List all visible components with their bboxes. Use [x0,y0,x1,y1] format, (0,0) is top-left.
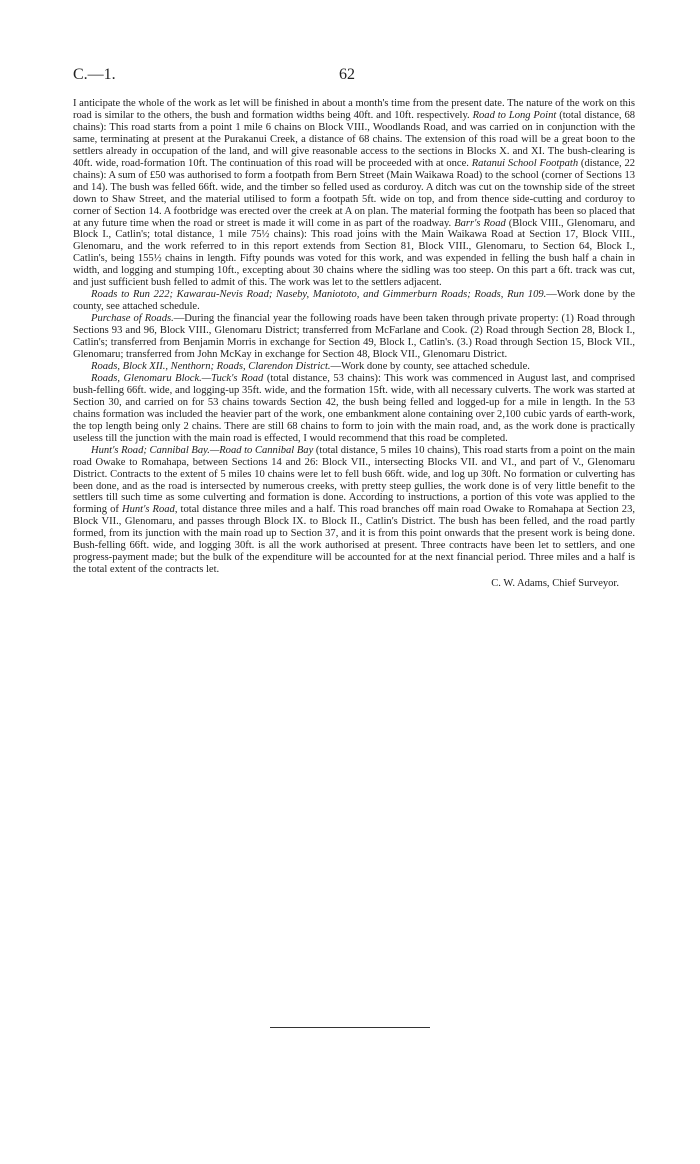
page-header [73,66,633,88]
end-rule [270,1027,430,1028]
report-paragraph [73,289,635,313]
road-heading: Roads to Run 222; Kawarau-Nevis Road; Naseby, Maniototo, and Gimmerburn Roads; Roads, Run 109. [91,289,547,301]
road-heading: Purchase of Roads. [91,313,174,325]
report-paragraph [73,313,635,361]
paragraph-text: (Block VIII., Glenomaru, and Block I., Catlin's; total distance, 1 mile 75½ chains): This road joins with the Main Waikawa Road at Section 17, Block VIII., Glenomaru, and the work referred to in this report extends from Section 81, Block VIII., Glenomaru, to Section 64, Block I., Catlin's, being 155½ chains in length. Fifty pounds was voted for this work, and was expended in felling the bush half a chain in width, and logging and stumping 10ft., excepting about 30 chains where the sidling was too steep. On this part a 6ft. track was cut, and just sufficient bush felled to admit of this. The work was let to the settlers adjacent. [73,217,636,289]
paragraph-text: (total distance, 5 miles 10 chains), This road starts from a point on the main road Owake to Romahapa, between Sections 14 and 26: Block VII., intersecting Blocks VII. and VI., and part of V., Glenomaru District. Contracts to the extent of 5 miles 10 chains were let to fell bush 66ft. wide, and log up 30ft. No formation or culverting has been done, and as the road is intersected by numerous creeks, with pretty steep gullies, the work done is of very little benefit to the settlers till such time as some culverting and formation is done. According to instructions, a portion of this vote was applied to the forming of [73,444,635,516]
report-paragraph [73,98,635,289]
road-heading: Roads, Glenomaru Block.—Tuck's Road [91,372,264,384]
document-reference: C.—1. [73,66,116,83]
page-number: 62 [339,66,355,83]
paragraph-text: (total distance, 68 chains): This road starts from a point 1 mile 6 chains on Block VIII., Woodlands Road, and was carried on in conjunction with the same, terminating at present at the Purakanui Creek, a distance of 68 chains. The extension of this road will be a great boon to the settlers already in occupation of the land, and will give reasonable access to the sections in Blocks X. and XI. The bush-clearing is 40ft. wide, road-formation 10ft. The continuation of this road will be proceeded with at once. [73,109,635,169]
report-paragraph [73,361,635,373]
paragraph-text: (distance, 22 chains): A sum of £50 was authorised to form a footpath from Bern Street (Main Waikawa Road) to the school (corner of Sections 13 and 14). The bush was felled 66ft. wide, and the timber so felled used as corduroy. A ditch was cut on the township side of the street down to Shaw Street, and the material utilised to form a footpath 5ft. wide on top, and from thence side-cutting and corduroy to corner of Section 14. A footbridge was erected over the creek at A on plan. The material forming the footpath has been so placed that at any future time when the road or street is made it will come in as part of the roadway. [73,157,636,229]
road-heading: Hunt's Road; Cannibal Bay.—Road to Cannibal Bay [91,444,314,456]
paragraph-text: I anticipate the whole of the work as let will be finished in about a month's time from the present date. The nature of the work on this road is similar to the others, the bush and formation widths being 40ft. and 10ft. respectively. [73,98,635,121]
signature: C. W. Adams, Chief Surveyor. [491,578,619,590]
road-heading: Barr's Road [454,217,506,229]
paragraph-text: —Work done by county, see attached schedule. [330,360,530,372]
road-heading: Ratanui School Footpath [471,157,579,169]
paragraph-text: —Work done by the county, see attached schedule. [73,289,636,313]
report-body [73,98,635,590]
report-paragraph [73,445,635,576]
road-heading: Hunt's Road [121,504,175,516]
paragraph-text: (total distance, 53 chains): This work was commenced in August last, and comprised bush-felling 66ft. wide, and logging-up 35ft. wide, and the formation 15ft. wide, with all necessary culverts. The work was started at Section 30, and carried on for 53 chains towards Section 42, the bush being felled and logged-up for a mile in length. In the 53 chains formation was included the heavier part of the work, one embankment alone containing over 2,100 cubic yards of earth-work, the top length being only 2 chains. There are still 68 chains to form to join with the main road, and, as the work done is practically useless till the junction with the main road is effected, I would recommend that this road be completed. [73,372,635,444]
paragraph-text: , total distance three miles and a half. This road branches off main road Owake to Romahapa at Section 23, Block VII., Glenomaru, and passes through Block IX. to Block II., Catlin's District. The bush has been felled, and the road partly formed, from its junction with the main road up to Section 37, and it is from this point onwards that the present work is being done. Bush-felling 66ft. wide, and logging 30ft. is all the work authorised at present. Three contracts have been let to settlers, and one progress-payment made; but the bulk of the expenditure will be accounted for at the next financial period. Three miles and a half is the total extent of the contracts let. [73,504,635,576]
report-paragraph [73,373,635,445]
road-heading: Road to Long Point [472,109,557,121]
road-heading: Roads, Block XII., Nenthorn; Roads, Clarendon District. [91,360,331,372]
paragraph-text: —During the financial year the following roads have been taken through private property: (1) Road through Sections 93 and 96, Block VIII., Glenomaru District; transferred from McFarlane and Cook. (2) Road through Section 28, Block I., Catlin's; transferred from Benjamin Morris in exchange for Section 49, Block I., Catlin's. (3.) Road through Section 15, Block VII., Glenomaru; transferred from John McKay in exchange for Section 48, Block VII., Glenomaru District. [73,313,635,361]
